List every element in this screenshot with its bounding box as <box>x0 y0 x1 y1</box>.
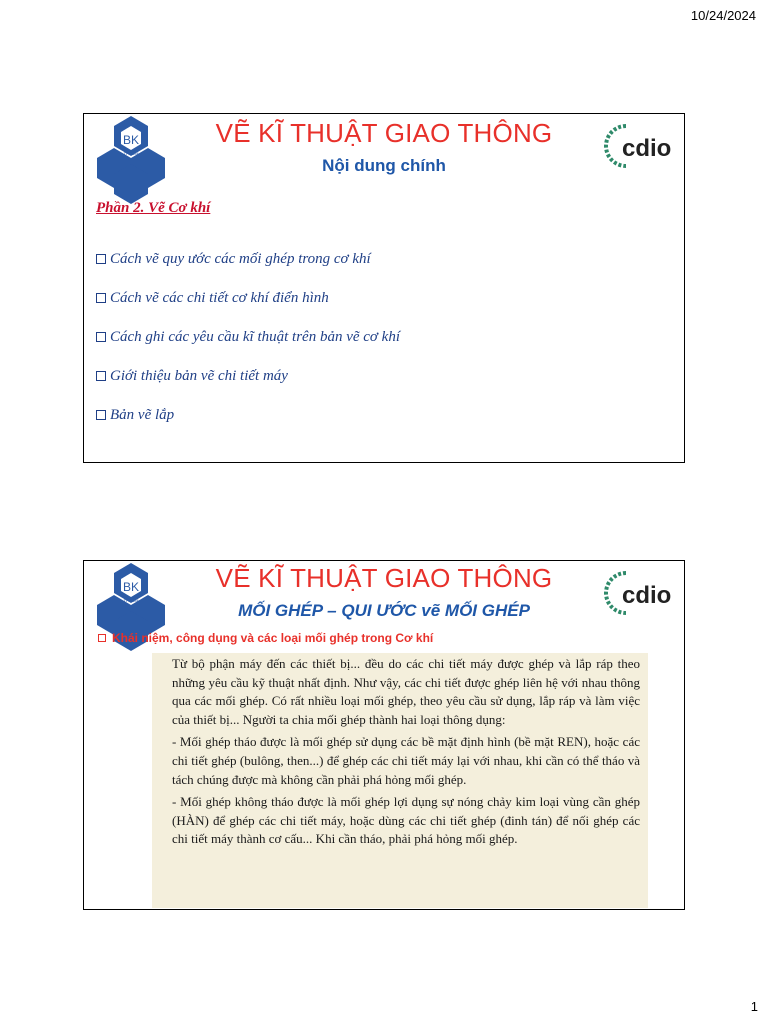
list-item-text: Bản vẽ lắp <box>110 406 175 423</box>
checkbox-bullet-icon <box>96 371 106 381</box>
list-item <box>96 356 400 396</box>
page-date: 10/24/2024 <box>690 8 756 23</box>
section-heading: Phần 2. Vẽ Cơ khí <box>96 200 211 216</box>
slide-subtitle: Nội dung chính <box>322 156 446 175</box>
cdio-logo-text: cdio <box>622 135 672 162</box>
checkbox-bullet-icon <box>96 293 106 303</box>
slide-subtitle: MỐI GHÉP – QUI ƯỚC vẽ MỐI GHÉP <box>238 601 530 620</box>
slide-title: VẼ KĨ THUẬT GIAO THÔNG <box>215 563 553 593</box>
checkbox-bullet-icon <box>96 254 106 264</box>
cdio-logo <box>604 120 682 170</box>
bk-logo-subtext: TP.HCM <box>123 598 139 603</box>
page-number: 1 <box>750 999 758 1014</box>
bullet-heading-text: Khái niệm, công dụng và các loại mối ghép trong Cơ khí <box>112 631 434 645</box>
list-item-text: Cách vẽ các chi tiết cơ khí điển hình <box>110 289 329 306</box>
checkbox-bullet-icon <box>96 410 106 420</box>
checkbox-bullet-icon <box>98 634 106 642</box>
slide-1 <box>83 113 685 463</box>
list-item <box>96 278 400 318</box>
slide-title: VẼ KĨ THUẬT GIAO THÔNG <box>215 118 553 148</box>
cdio-logo <box>604 567 682 617</box>
bk-logo-text: BK <box>122 133 140 147</box>
paragraph: Từ bộ phận máy đến các thiết bị... đều do các chi tiết máy được ghép và lắp ráp theo những yêu cầu kỹ thuật nhất định. Như vậy, các chi tiết được ghép liên hệ với nhau thông qua các mối ghép. Có rất nhiều loại mối ghép, theo yêu cầu sử dụng, lắp ráp và làm việc của thiết bị... Người ta chia mối ghép thành hai loại thông dụng: <box>172 656 640 727</box>
cdio-logo-text: cdio <box>622 582 672 609</box>
list-item-text: Giới thiệu bản vẽ chi tiết máy <box>110 367 288 384</box>
slide-2 <box>83 560 685 910</box>
paragraph: - Mối ghép tháo được là mối ghép sử dụng các bề mặt định hình (bề mặt REN), hoặc các chi tiết ghép (bulông, then...) để ghép các chi tiết máy lại với nhau, khi cần có thể tháo và tách chúng được mà không cần phải phá hỏng mối ghép. <box>172 734 640 787</box>
checkbox-bullet-icon <box>96 332 106 342</box>
bk-logo-subtext: TP.HCM <box>123 151 139 156</box>
content-bullet-list <box>96 240 400 435</box>
list-item-text: Cách ghi các yêu cầu kĩ thuật trên bản vẽ cơ khí <box>110 328 400 345</box>
list-item <box>96 239 400 279</box>
bullet-heading <box>98 631 433 645</box>
list-item-text: Cách vẽ quy ước các mối ghép trong cơ khí <box>110 250 371 267</box>
list-item <box>96 317 400 357</box>
list-item <box>96 395 400 435</box>
paragraph: - Mối ghép không tháo được là mối ghép lợi dụng sự nóng chảy kim loại vùng cần ghép (HÀN) để ghép các chi tiết máy, hoặc dùng các chi tiết ghép (đinh tán) để nối ghép các chi tiết máy thành cơ cấu... Khi cần tháo, phải phá hỏng mối ghép. <box>172 794 640 847</box>
scanned-text-image <box>152 653 648 908</box>
bk-logo-text: BK <box>122 580 140 594</box>
